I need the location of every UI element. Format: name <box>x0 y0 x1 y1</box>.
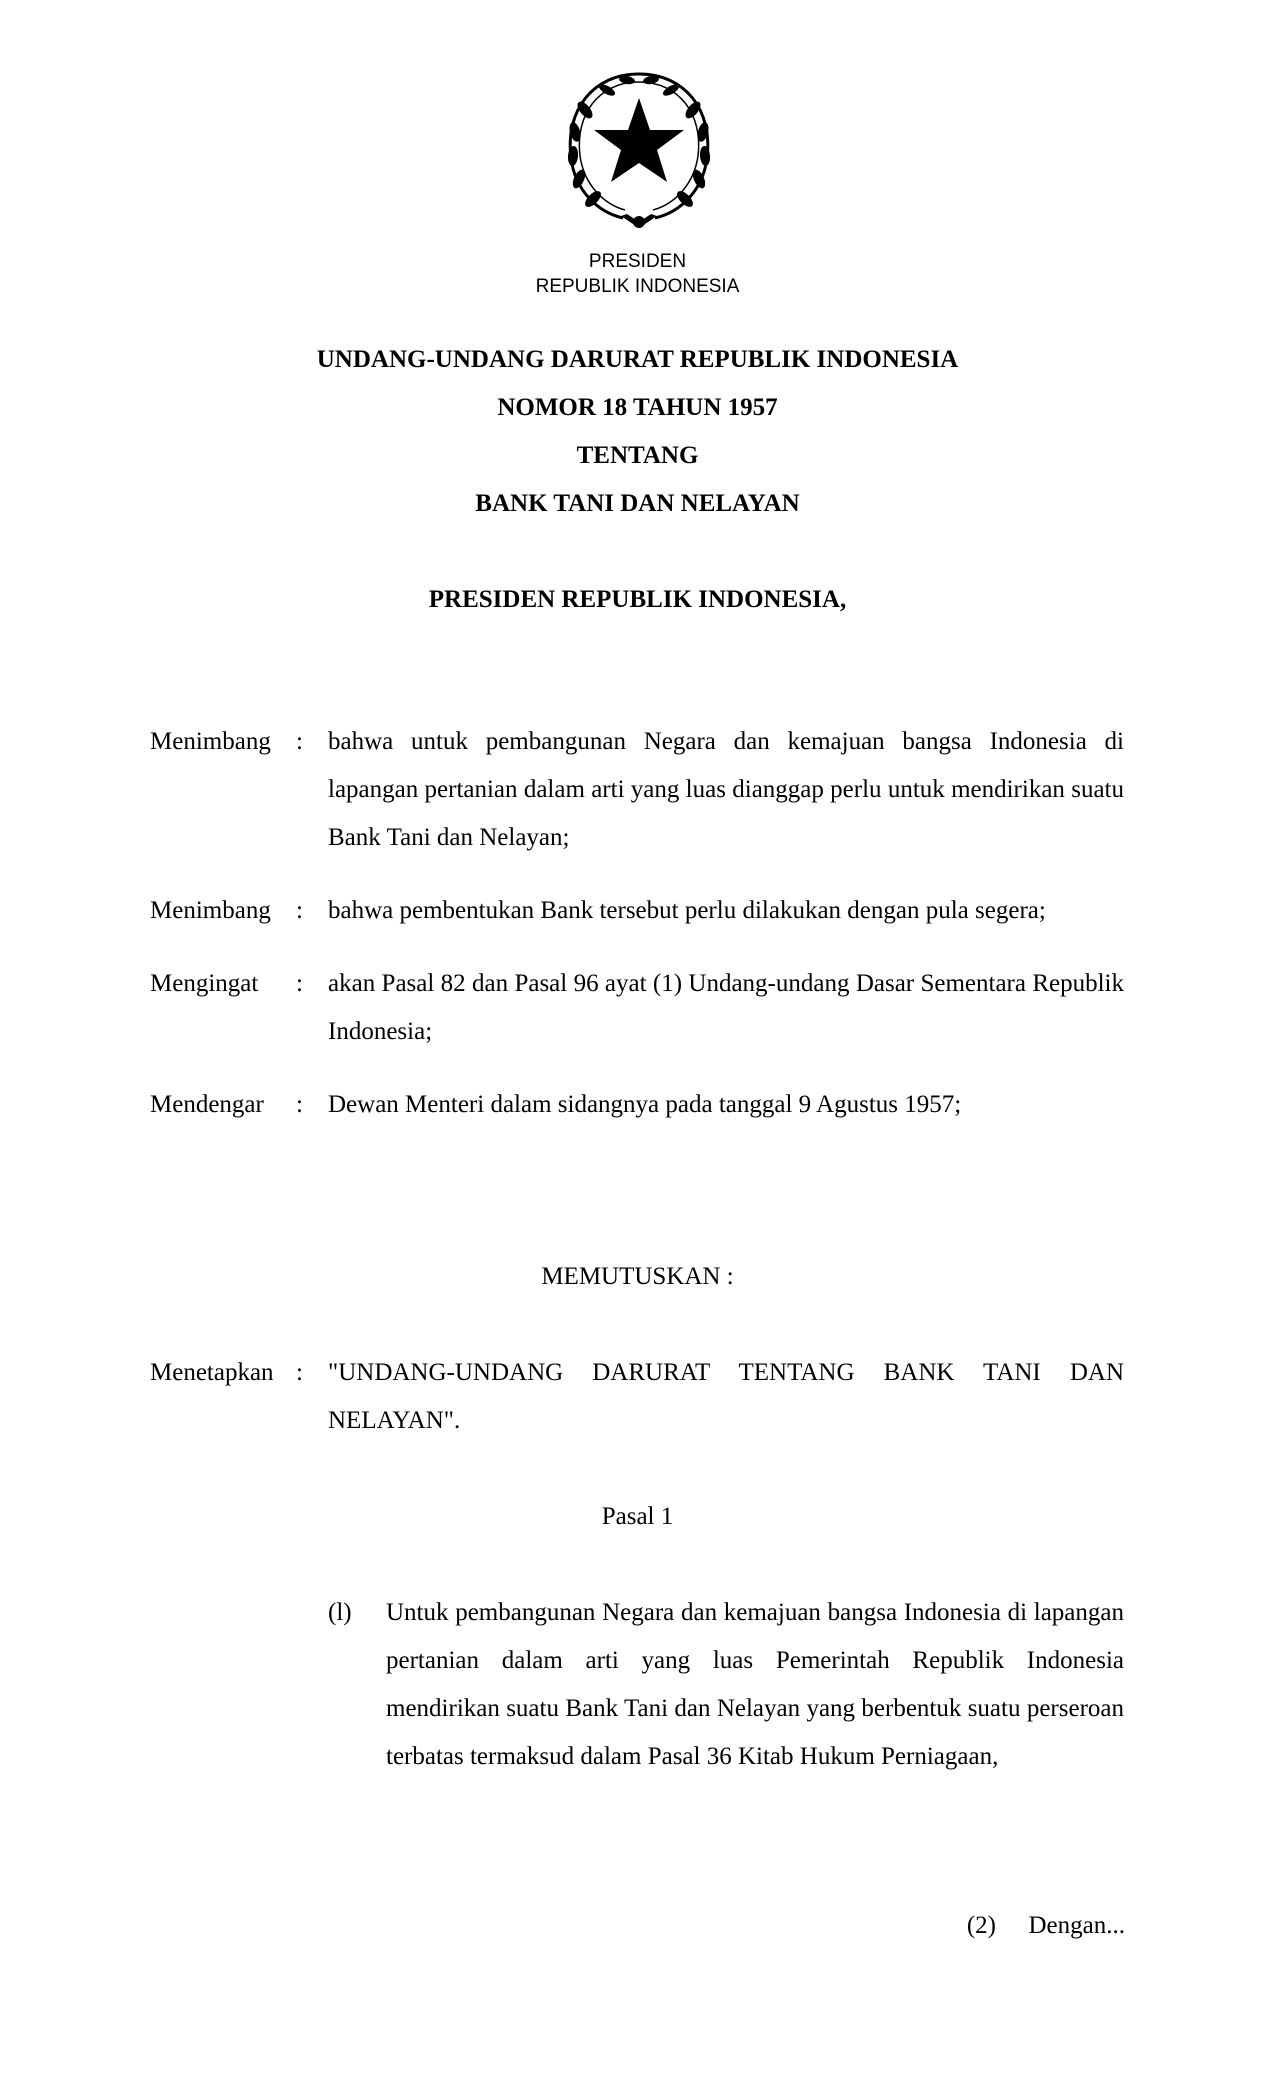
continuation-text: Dengan... <box>1028 1912 1125 1939</box>
page-continuation <box>967 1911 1125 1941</box>
clause-text: akan Pasal 82 dan Pasal 96 ayat (1) Undang-undang Dasar Sementara Republik Indonesia; <box>328 970 1124 1045</box>
pasal-title: Pasal 1 <box>601 1503 674 1530</box>
clause-label: Menimbang <box>150 897 271 924</box>
clause-label: Menetapkan <box>150 1359 274 1386</box>
clause-colon: : <box>296 970 303 997</box>
title-line3: TENTANG <box>576 442 699 469</box>
presidential-emblem-icon <box>559 66 719 234</box>
title-line2: NOMOR 18 TAHUN 1957 <box>497 394 778 421</box>
clause-text: Dewan Menteri dalam sidangnya pada tanggal 9 Agustus 1957; <box>328 1091 962 1118</box>
emblem-caption-line2: REPUBLIK INDONESIA <box>535 276 740 297</box>
title-line4: BANK TANI DAN NELAYAN <box>475 490 800 517</box>
pasal-item-text: Untuk pembangunan Negara dan kemajuan bangsa Indonesia di lapangan pertanian dalam arti yang luas Pemerintah Republik Indonesia mendirikan suatu Bank Tani dan Nelayan yang berbentuk suatu perseroan terbatas termaksud dalam Pasal 36 Kitab Hukum Perniagaan, <box>386 1599 1124 1770</box>
clause-colon: : <box>296 1091 303 1118</box>
clause-colon: : <box>296 897 303 924</box>
clause-colon: : <box>296 728 303 755</box>
clause-label: Mengingat <box>150 970 259 997</box>
emblem-caption-line1: PRESIDEN <box>588 251 687 272</box>
pasal-item-number: (l) <box>328 1599 352 1626</box>
president-heading: PRESIDEN REPUBLIK INDONESIA, <box>428 586 847 613</box>
clause-colon: : <box>296 1359 303 1386</box>
clause-text: "UNDANG-UNDANG DARURAT TENTANG BANK TANI DAN NELAYAN". <box>328 1359 1124 1434</box>
memutuskan-heading: MEMUTUSKAN : <box>541 1263 734 1290</box>
continuation-number: (2) <box>966 1912 996 1939</box>
clause-label: Menimbang <box>150 728 271 755</box>
clause-text: bahwa untuk pembangunan Negara dan kemajuan bangsa Indonesia di lapangan pertanian dalam arti yang luas dianggap perlu untuk mendirikan suatu Bank Tani dan Nelayan; <box>328 728 1124 851</box>
clause-label: Mendengar <box>150 1091 264 1118</box>
clause-text: bahwa pembentukan Bank tersebut perlu dilakukan dengan pula segera; <box>328 897 1046 924</box>
title-line1: UNDANG-UNDANG DARURAT REPUBLIK INDONESIA <box>316 346 959 373</box>
